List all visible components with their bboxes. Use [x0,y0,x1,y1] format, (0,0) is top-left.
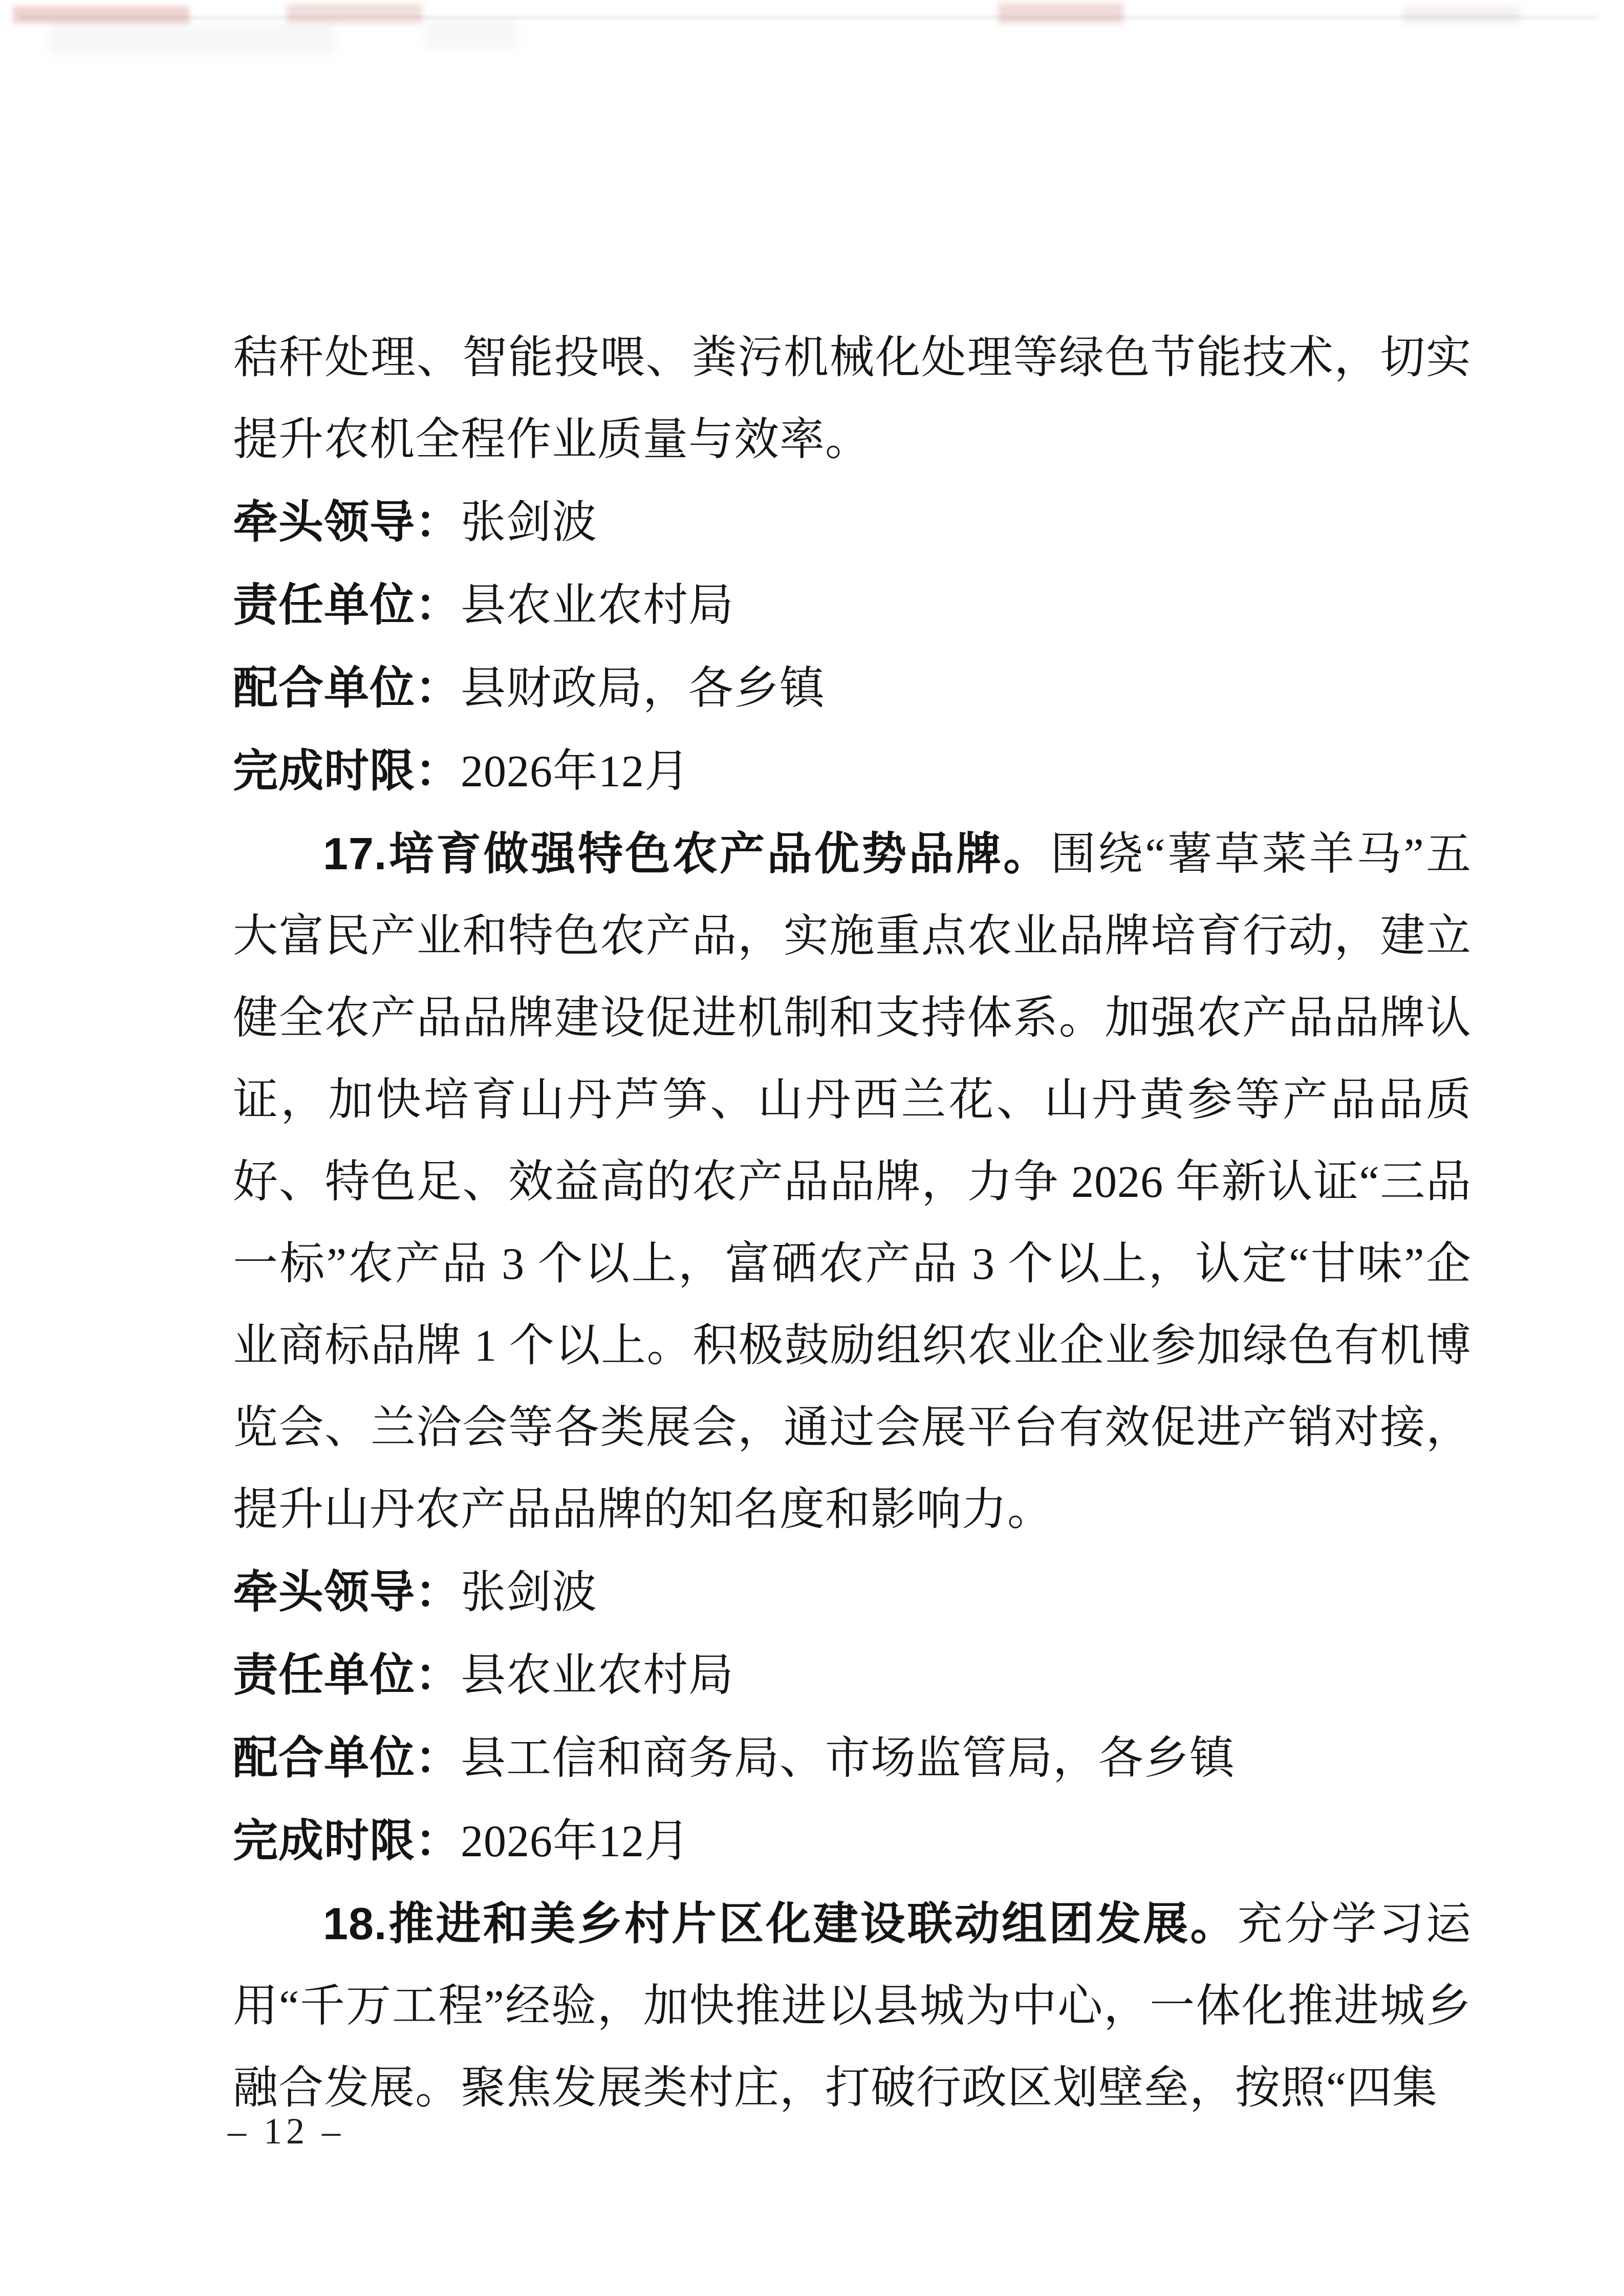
meta-line-lead-leader [233,481,1471,564]
meta-label: 牵头领导： [233,1567,461,1617]
scan-artifact-gray-1 [49,24,335,55]
meta-line-responsible-unit [233,1634,1471,1717]
meta-value: 县农业农村局 [461,1651,734,1701]
meta-value: 张剑波 [461,498,598,548]
meta-value: 2026年12月 [461,747,690,797]
paragraph-item-18 [233,1883,1471,2130]
meta-value: 县农业农村局 [461,581,734,631]
paragraph-text: 充分学习运用“千万工程”经验，加快推进以县城为中心，一体化推进城乡融合发展。聚焦发展类村庄，打破行政区划壁垒，按照“四集 [233,1900,1471,2113]
meta-label: 完成时限： [233,1815,461,1866]
meta-value: 县财政局，各乡镇 [461,664,826,714]
meta-line-deadline [233,730,1471,813]
meta-value: 张剑波 [461,1568,598,1618]
scan-artifact-red-right [998,3,1123,24]
page-number: – 12 – [228,2111,344,2152]
meta-value: 2026年12月 [461,1817,690,1866]
paragraph-text: 围绕“薯草菜羊马”五大富民产业和特色农产品，实施重点农业品牌培育行动，建立健全农产品品牌建设促进机制和支持体系。加强农产品品牌认证，加快培育山丹芦笋、山丹西兰花、山丹黄参等产品品质好、特色足、效益高的农产品品牌，力争 2026 年新认证“三品一标”农产品 3 个以上，富硒农产品 3 个以上，认定“甘味”企业商标品牌 1 个以上。积极鼓励组织农业企业参加绿色有机博览会、兰洽会等各类展会，通过会展平台有效促进产销对接，提升山丹农产品品牌的知名度和影响力。 [233,830,1471,1535]
scan-artifact-red-middle [287,4,422,24]
paragraph-lead: 18.推进和美乡村片区化建设联动组团发展。 [323,1898,1238,1949]
meta-label: 责任单位： [233,580,461,630]
scan-artifact-gray-2 [425,20,517,49]
meta-line-lead-leader [233,1551,1471,1634]
paragraph-lead: 17.培育做强特色农产品优势品牌。 [323,828,1051,879]
paragraph-continuation [233,317,1471,481]
scan-artifact-red-left [13,6,189,24]
meta-label: 配合单位： [233,1732,461,1783]
document-body [233,317,1471,2130]
meta-label: 完成时限： [233,745,461,796]
meta-line-deadline [233,1800,1471,1883]
paragraph-item-17 [233,813,1471,1551]
meta-line-responsible-unit [233,564,1471,647]
meta-label: 责任单位： [233,1649,461,1700]
scan-artifact-line [20,15,1597,19]
meta-line-cooperating-unit [233,647,1471,730]
meta-line-cooperating-unit [233,1717,1471,1800]
scan-artifact-gray-3 [1402,6,1520,25]
paragraph-text: 秸秆处理、智能投喂、粪污机械化处理等绿色节能技术，切实提升农机全程作业质量与效率。 [233,333,1471,465]
meta-label: 牵头领导： [233,497,461,547]
meta-value: 县工信和商务局、市场监管局，各乡镇 [461,1734,1236,1784]
meta-label: 配合单位： [233,662,461,713]
